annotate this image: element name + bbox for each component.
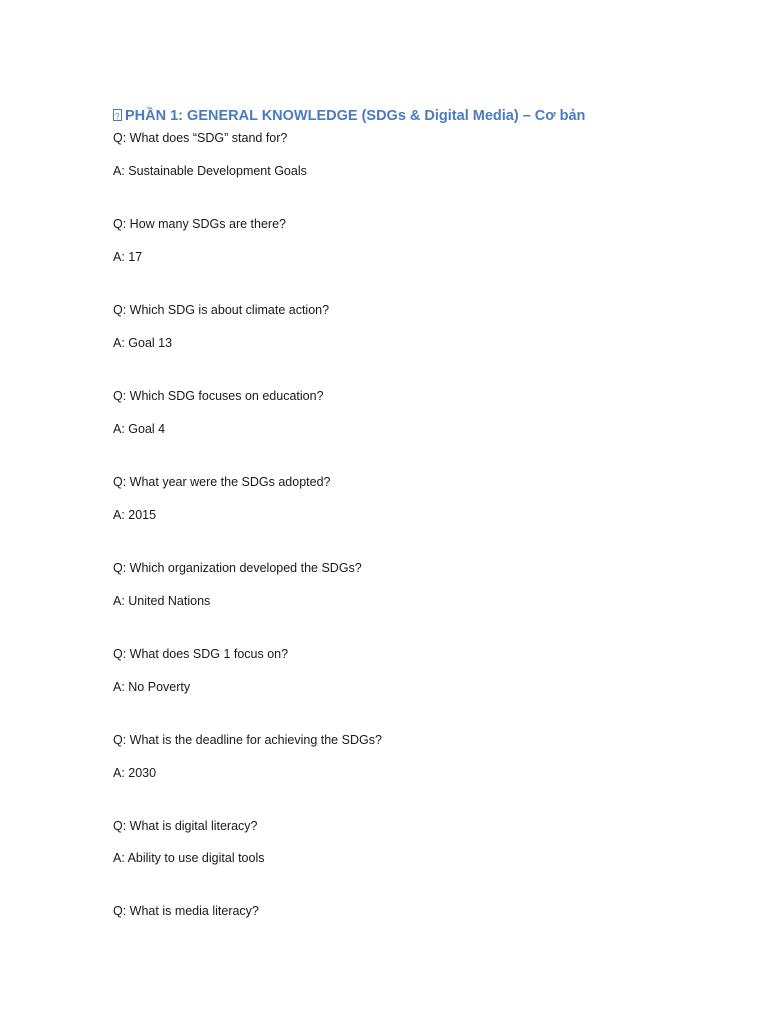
answer: A: 2030 [113,766,157,780]
question: Q: What does “SDG” stand for? [113,131,288,145]
question: Q: What is the deadline for achieving the SDGs? [113,733,382,747]
answer: A: United Nations [113,594,211,608]
qa-item [113,903,713,919]
answer: A: Goal 13 [113,336,173,350]
answer: A: 17 [113,250,143,264]
answer: A: No Poverty [113,680,191,694]
document-page [113,106,713,919]
question: Q: What year were the SDGs adopted? [113,475,331,489]
qa-item [113,646,713,695]
qa-item [113,130,713,179]
question: Q: How many SDGs are there? [113,217,286,231]
question: Q: What does SDG 1 focus on? [113,647,289,661]
qa-item [113,302,713,351]
qa-item [113,732,713,781]
question: Q: What is digital literacy? [113,819,258,833]
qa-item [113,474,713,523]
section-heading-text: PHẦN 1: GENERAL KNOWLEDGE (SDGs & Digital Media) – Cơ bản [125,108,586,124]
question: Q: What is media literacy? [113,904,259,918]
qa-item [113,216,713,265]
question: Q: Which SDG focuses on education? [113,389,324,403]
qa-item [113,818,713,866]
missing-glyph-icon [113,109,122,121]
qa-item [113,560,713,609]
answer: A: Sustainable Development Goals [113,164,307,178]
answer: A: Goal 4 [113,422,166,436]
answer: A: 2015 [113,508,157,522]
qa-item [113,388,713,437]
question: Q: Which SDG is about climate action? [113,303,330,317]
section-heading [113,106,713,126]
answer: A: Ability to use digital tools [113,851,265,865]
question: Q: Which organization developed the SDGs? [113,561,362,575]
